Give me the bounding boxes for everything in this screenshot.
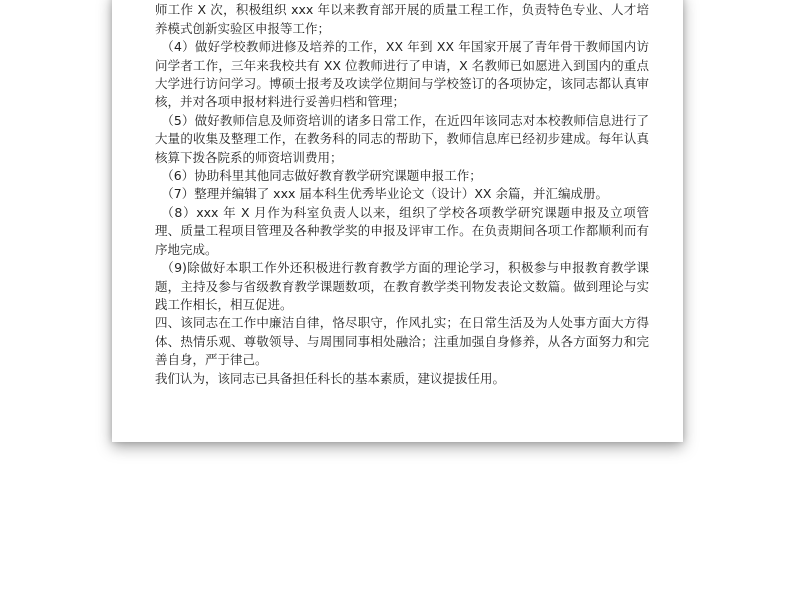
- paragraph-conclusion: 我们认为，该同志已具备担任科长的基本素质，建议提拔任用。: [155, 370, 506, 386]
- paragraph-continued: 师工作 X 次，积极组织 xxx 年以来教育部开展的质量工程工作，负责特色专业、人才培养模式创新实验区申报等工作；: [155, 2, 649, 36]
- paragraph-item-7: （7）整理并编辑了 xxx 届本科生优秀毕业论文（设计）XX 余篇，并汇编成册。: [161, 186, 608, 202]
- paragraph-item-5: （5）做好教师信息及师资培训的诸多日常工作，在近四年该同志对本校教师信息进行了大量的收集及整理工作，在教务科的同志的帮助下，教师信息库已经初步建成。每年认真核算下拨各院系的师资培训费用；: [155, 112, 649, 165]
- paragraph-item-6: （6）协助科里其他同志做好教育教学研究课题申报工作；: [161, 168, 482, 184]
- paragraph-section-4: 四、该同志在工作中廉洁自律，恪尽职守，作风扎实；在日常生活及为人处事方面大方得体、热情乐观、尊敬领导、与周围同事相处融洽；注重加强自身修养，从各方面努力和完善自身，严于律己。: [155, 315, 649, 368]
- paragraph-item-8: （8）xxx 年 X 月作为科室负责人以来，组织了学校各项教学研究课题申报及立项管理、质量工程项目管理及各种教学奖的申报及评审工作。在负责期间各项工作都顺利而有序地完成。: [155, 204, 649, 257]
- paragraph-item-4: （4）做好学校教师进修及培养的工作，XX 年到 XX 年国家开展了青年骨干教师国内访问学者工作，三年来我校共有 XX 位教师进行了申请，X 名教师已如愿进入到国内的重点大学进行访问学习。博硕士报考及攻读学位期间与学校签订的各项协定，该同志都认真审核，并对各项申报材料进行妥善归档和管理；: [155, 39, 649, 110]
- document-body: [155, 0, 649, 388]
- paragraph-item-9: （9)除做好本职工作外还积极进行教育教学方面的理论学习，积极参与申报教育教学课题，主持及参与省级教育教学课题数项，在教育教学类刊物发表论文数篇。做到理论与实践工作相长，相互促进。: [155, 260, 649, 312]
- document-page: [112, 0, 683, 442]
